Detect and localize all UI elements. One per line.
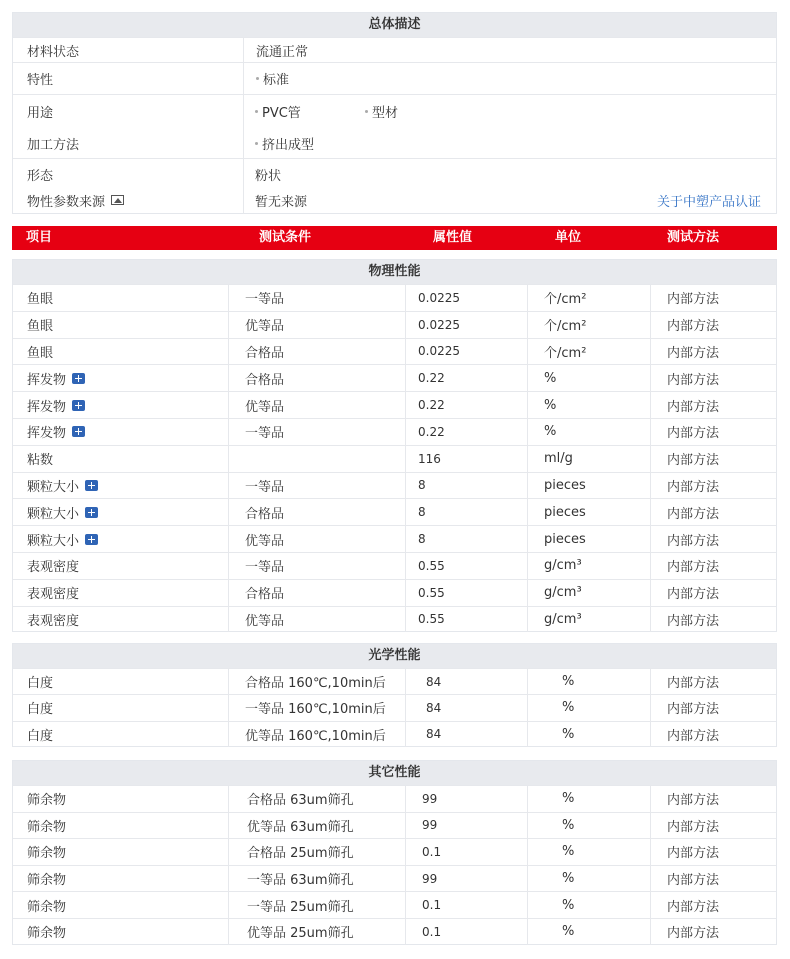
- feature-tag: [256, 69, 289, 88]
- feature-value-cell: [243, 63, 776, 94]
- method-cell: [650, 866, 776, 892]
- usage-values-2: [365, 95, 398, 127]
- item-text: 鱼眼: [27, 292, 54, 308]
- unit-cell: [527, 839, 650, 865]
- method-text: 内部方法: [667, 453, 720, 469]
- value-cell: [405, 695, 527, 720]
- process-label: 加工方法: [27, 137, 80, 153]
- usage-tag-pvc: [255, 102, 301, 121]
- method-text: 内部方法: [667, 676, 720, 692]
- item-cell: [27, 553, 228, 579]
- condition-text: 一等品: [245, 292, 285, 308]
- item-text: 白度: [27, 702, 54, 718]
- value-cell: [405, 446, 527, 472]
- table-row: [13, 498, 776, 525]
- expand-plus-icon[interactable]: [72, 373, 85, 384]
- condition-text: 一等品 63um筛孔: [247, 873, 354, 889]
- condition-cell: [228, 312, 405, 338]
- item-text: 颗粒大小: [27, 533, 80, 549]
- table-row: [13, 552, 776, 579]
- usage-tag-profile: [365, 102, 398, 121]
- usage-value-1: 型材: [372, 105, 399, 121]
- unit-text: %: [562, 817, 575, 833]
- condition-text: 优等品 63um筛孔: [247, 819, 354, 835]
- condition-text: 合格品: [245, 345, 285, 361]
- method-text: 内部方法: [667, 702, 720, 718]
- value-cell: [405, 553, 527, 579]
- item-text: 挥发物: [27, 426, 67, 442]
- method-text: 内部方法: [667, 372, 720, 388]
- item-cell: [27, 312, 228, 338]
- method-text: 内部方法: [667, 399, 720, 415]
- value-cell: [405, 786, 527, 812]
- process-values: [255, 127, 314, 159]
- unit-cell: [527, 285, 650, 311]
- method-text: 内部方法: [667, 479, 720, 495]
- unit-cell: [527, 473, 650, 499]
- method-text: 内部方法: [667, 587, 720, 603]
- value-cell: [405, 473, 527, 499]
- unit-cell: [527, 339, 650, 365]
- other-title: 其它性能: [13, 761, 776, 785]
- condition-cell: [228, 499, 405, 525]
- unit-text: pieces: [544, 477, 586, 493]
- table-row: [13, 284, 776, 311]
- method-cell: [650, 892, 776, 918]
- unit-text: %: [562, 791, 575, 807]
- unit-cell: [527, 607, 650, 633]
- unit-text: pieces: [544, 531, 586, 547]
- table-row: [13, 391, 776, 418]
- form-divider: [243, 159, 244, 214]
- method-text: 内部方法: [667, 345, 720, 361]
- table-row: [13, 579, 776, 606]
- condition-cell: [228, 285, 405, 311]
- condition-cell: [228, 722, 405, 747]
- table-row: [13, 445, 776, 472]
- method-text: 内部方法: [667, 728, 720, 744]
- value-cell: [405, 499, 527, 525]
- item-cell: [27, 866, 228, 892]
- table-row: [13, 785, 776, 812]
- item-cell: [27, 839, 228, 865]
- certification-link[interactable]: 关于中塑产品认证: [656, 194, 761, 210]
- feature-label: 特性: [27, 73, 54, 88]
- expand-plus-icon[interactable]: [72, 426, 85, 437]
- condition-text: 优等品 160℃,10min后: [245, 728, 386, 744]
- unit-cell: [527, 365, 650, 391]
- condition-text: 优等品: [245, 533, 285, 549]
- overview-section: [12, 12, 777, 214]
- method-cell: [650, 695, 776, 720]
- value-cell: [405, 669, 527, 694]
- item-cell: [27, 919, 228, 945]
- condition-text: 优等品 25um筛孔: [247, 926, 354, 942]
- unit-cell: [527, 813, 650, 839]
- value-cell: [405, 580, 527, 606]
- method-cell: [650, 786, 776, 812]
- unit-text: %: [562, 924, 575, 940]
- item-text: 颗粒大小: [27, 506, 80, 522]
- value-text: 99: [422, 791, 438, 806]
- condition-text: 一等品: [245, 479, 285, 495]
- header-condition: 测试条件: [259, 230, 312, 245]
- condition-text: 一等品: [245, 426, 285, 442]
- process-tag: [255, 134, 314, 153]
- unit-cell: [527, 669, 650, 694]
- condition-cell: [228, 669, 405, 694]
- method-cell: [650, 339, 776, 365]
- item-cell: [27, 446, 228, 472]
- table-row: [13, 838, 776, 865]
- condition-text: 合格品: [245, 372, 285, 388]
- usage-divider: [243, 95, 244, 158]
- method-text: 内部方法: [667, 793, 720, 809]
- item-cell: [27, 892, 228, 918]
- condition-cell: [228, 580, 405, 606]
- unit-cell: [527, 919, 650, 945]
- method-cell: [650, 499, 776, 525]
- unit-text: pieces: [544, 504, 586, 520]
- table-row: [13, 606, 776, 633]
- value-cell: [405, 312, 527, 338]
- method-text: 内部方法: [667, 533, 720, 549]
- method-cell: [650, 580, 776, 606]
- item-text: 表观密度: [27, 587, 80, 603]
- method-cell: [650, 813, 776, 839]
- header-method: 测试方法: [667, 230, 720, 245]
- table-row: [13, 525, 776, 552]
- method-text: 内部方法: [667, 613, 720, 629]
- item-text: 筛余物: [27, 873, 67, 889]
- optical-title: 光学性能: [13, 644, 776, 668]
- method-cell: [650, 312, 776, 338]
- table-row: [13, 721, 776, 747]
- value-text: 0.22: [418, 371, 445, 386]
- usage-label: 用途: [27, 105, 54, 121]
- value-text: 0.22: [418, 424, 445, 439]
- unit-cell: [527, 312, 650, 338]
- method-text: 内部方法: [667, 426, 720, 442]
- item-text: 鱼眼: [27, 345, 54, 361]
- value-cell: [405, 365, 527, 391]
- value-cell: [405, 866, 527, 892]
- value-text: 0.22: [418, 398, 445, 413]
- value-text: 8: [418, 505, 426, 520]
- material-state-value: 流通正常: [243, 38, 776, 62]
- condition-cell: [228, 839, 405, 865]
- feature-value: 标准: [263, 73, 290, 88]
- usage-values: [255, 95, 301, 127]
- item-text: 筛余物: [27, 819, 67, 835]
- condition-text: 优等品: [245, 399, 285, 415]
- value-text: 0.1: [422, 844, 442, 859]
- condition-cell: [228, 365, 405, 391]
- value-cell: [405, 892, 527, 918]
- physical-section: [12, 259, 777, 632]
- source-label-cell: [27, 187, 124, 213]
- method-cell: [650, 446, 776, 472]
- item-text: 鱼眼: [27, 319, 54, 335]
- unit-text: 个/cm²: [544, 319, 587, 335]
- overview-row-feature: [13, 62, 776, 94]
- unit-cell: [527, 786, 650, 812]
- method-cell: [650, 473, 776, 499]
- condition-cell: [228, 786, 405, 812]
- condition-text: 合格品 160℃,10min后: [245, 676, 386, 692]
- method-cell: [650, 553, 776, 579]
- value-cell: [405, 813, 527, 839]
- unit-cell: [527, 419, 650, 445]
- unit-cell: [527, 866, 650, 892]
- condition-text: 合格品 63um筛孔: [247, 793, 354, 809]
- item-text: 白度: [27, 676, 54, 692]
- table-row: [13, 472, 776, 499]
- condition-cell: [228, 813, 405, 839]
- method-text: 内部方法: [667, 899, 720, 915]
- method-cell: [650, 919, 776, 945]
- item-cell: [27, 419, 228, 445]
- overview-row-material-state: [13, 37, 776, 62]
- table-row: [13, 311, 776, 338]
- item-cell: [27, 339, 228, 365]
- source-label: 物性参数来源: [27, 194, 106, 210]
- condition-text: 优等品: [245, 319, 285, 335]
- item-cell: [27, 580, 228, 606]
- bullet-icon: [255, 142, 258, 145]
- item-cell: [27, 695, 228, 720]
- condition-cell: [228, 419, 405, 445]
- table-row: [13, 812, 776, 839]
- unit-cell: [527, 499, 650, 525]
- unit-cell: [527, 722, 650, 747]
- header-item: 项目: [26, 230, 53, 245]
- method-cell: [650, 607, 776, 633]
- unit-text: g/cm³: [544, 558, 582, 574]
- item-cell: [27, 786, 228, 812]
- item-cell: [27, 722, 228, 747]
- value-cell: [405, 419, 527, 445]
- unit-text: %: [562, 844, 575, 860]
- value-text: 0.55: [418, 558, 445, 573]
- unit-cell: [527, 526, 650, 552]
- table-row: [13, 694, 776, 720]
- condition-cell: [228, 553, 405, 579]
- condition-cell: [228, 473, 405, 499]
- item-cell: [27, 392, 228, 418]
- item-cell: [27, 607, 228, 633]
- condition-text: 一等品 25um筛孔: [247, 899, 354, 915]
- material-state-label: 材料状态: [27, 44, 80, 60]
- unit-cell: [527, 553, 650, 579]
- method-cell: [650, 392, 776, 418]
- header-unit: 单位: [555, 230, 582, 245]
- method-cell: [650, 365, 776, 391]
- image-icon[interactable]: [111, 195, 124, 205]
- value-cell: [405, 839, 527, 865]
- value-text: 84: [426, 674, 442, 689]
- unit-cell: [527, 446, 650, 472]
- expand-plus-icon[interactable]: [85, 480, 98, 491]
- unit-text: %: [544, 397, 557, 413]
- overview-row-form-source: [13, 158, 776, 214]
- value-text: 0.55: [418, 585, 445, 600]
- item-text: 挥发物: [27, 372, 67, 388]
- overview-row-usage-process: [13, 94, 776, 158]
- condition-text: 合格品 25um筛孔: [247, 846, 354, 862]
- table-row: [13, 865, 776, 892]
- item-text: 筛余物: [27, 793, 67, 809]
- unit-cell: [527, 392, 650, 418]
- method-cell: [650, 285, 776, 311]
- value-text: 99: [422, 871, 438, 886]
- expand-plus-icon[interactable]: [85, 534, 98, 545]
- item-text: 筛余物: [27, 846, 67, 862]
- expand-plus-icon[interactable]: [85, 507, 98, 518]
- value-cell: [405, 285, 527, 311]
- value-text: 0.55: [418, 612, 445, 627]
- condition-cell: [228, 919, 405, 945]
- overview-title: 总体描述: [13, 13, 776, 37]
- value-text: 0.0225: [418, 317, 460, 332]
- condition-cell: [228, 695, 405, 720]
- usage-value-0: PVC管: [262, 105, 301, 121]
- table-header-bar: [12, 226, 777, 250]
- unit-text: 个/cm²: [544, 292, 587, 308]
- condition-cell: [228, 892, 405, 918]
- value-text: 0.1: [422, 924, 442, 939]
- item-cell: [27, 669, 228, 694]
- bullet-icon: [365, 110, 368, 113]
- item-cell: [27, 365, 228, 391]
- unit-cell: [527, 695, 650, 720]
- condition-text: 一等品: [245, 560, 285, 576]
- expand-plus-icon[interactable]: [72, 400, 85, 411]
- condition-cell: [228, 446, 405, 472]
- table-row: [13, 668, 776, 694]
- value-text: 8: [418, 478, 426, 493]
- method-cell: [650, 419, 776, 445]
- unit-text: %: [544, 370, 557, 386]
- item-text: 表观密度: [27, 560, 80, 576]
- method-cell: [650, 839, 776, 865]
- value-text: 0.0225: [418, 344, 460, 359]
- value-cell: [405, 339, 527, 365]
- method-text: 内部方法: [667, 560, 720, 576]
- value-text: 0.0225: [418, 290, 460, 305]
- method-text: 内部方法: [667, 292, 720, 308]
- table-row: [13, 364, 776, 391]
- value-text: 84: [426, 727, 442, 742]
- value-text: 8: [418, 532, 426, 547]
- method-text: 内部方法: [667, 926, 720, 942]
- table-row: [13, 418, 776, 445]
- unit-cell: [527, 892, 650, 918]
- method-text: 内部方法: [667, 819, 720, 835]
- item-text: 表观密度: [27, 613, 80, 629]
- value-text: 84: [426, 700, 442, 715]
- condition-cell: [228, 392, 405, 418]
- value-text: 99: [422, 818, 438, 833]
- optical-section: [12, 643, 777, 747]
- bullet-icon: [255, 110, 258, 113]
- value-cell: [405, 392, 527, 418]
- value-cell: [405, 919, 527, 945]
- method-cell: [650, 526, 776, 552]
- item-cell: [27, 473, 228, 499]
- other-section: [12, 760, 777, 945]
- source-value: 暂无来源: [255, 194, 308, 210]
- form-label: 形态: [27, 168, 54, 184]
- value-cell: [405, 607, 527, 633]
- unit-text: %: [562, 871, 575, 887]
- condition-cell: [228, 526, 405, 552]
- method-cell: [650, 722, 776, 747]
- unit-text: %: [562, 674, 575, 690]
- physical-title: 物理性能: [13, 260, 776, 284]
- unit-text: ml/g: [544, 451, 573, 467]
- condition-text: 优等品: [245, 613, 285, 629]
- unit-text: %: [562, 897, 575, 913]
- item-text: 粘数: [27, 453, 54, 469]
- unit-text: %: [562, 726, 575, 742]
- value-text: 116: [418, 451, 441, 466]
- item-cell: [27, 285, 228, 311]
- unit-text: 个/cm²: [544, 345, 587, 361]
- method-text: 内部方法: [667, 319, 720, 335]
- condition-cell: [228, 339, 405, 365]
- unit-text: g/cm³: [544, 585, 582, 601]
- condition-text: 合格品: [245, 587, 285, 603]
- condition-text: 合格品: [245, 506, 285, 522]
- method-cell: [650, 669, 776, 694]
- value-cell: [405, 526, 527, 552]
- header-value: 属性值: [433, 230, 473, 245]
- form-value: 粉状: [255, 168, 282, 184]
- item-text: 筛余物: [27, 926, 67, 942]
- condition-cell: [228, 607, 405, 633]
- table-row: [13, 338, 776, 365]
- process-value: 挤出成型: [262, 137, 315, 153]
- value-cell: [405, 722, 527, 747]
- value-text: 0.1: [422, 898, 442, 913]
- item-text: 白度: [27, 728, 54, 744]
- table-row: [13, 918, 776, 945]
- method-text: 内部方法: [667, 506, 720, 522]
- table-row: [13, 891, 776, 918]
- method-text: 内部方法: [667, 873, 720, 889]
- unit-cell: [527, 580, 650, 606]
- unit-text: %: [562, 700, 575, 716]
- item-cell: [27, 813, 228, 839]
- condition-text: 一等品 160℃,10min后: [245, 702, 386, 718]
- unit-text: %: [544, 424, 557, 440]
- bullet-icon: [256, 77, 259, 80]
- method-text: 内部方法: [667, 846, 720, 862]
- item-text: 挥发物: [27, 399, 67, 415]
- condition-cell: [228, 866, 405, 892]
- unit-text: g/cm³: [544, 611, 582, 627]
- item-text: 筛余物: [27, 899, 67, 915]
- item-text: 颗粒大小: [27, 479, 80, 495]
- item-cell: [27, 499, 228, 525]
- item-cell: [27, 526, 228, 552]
